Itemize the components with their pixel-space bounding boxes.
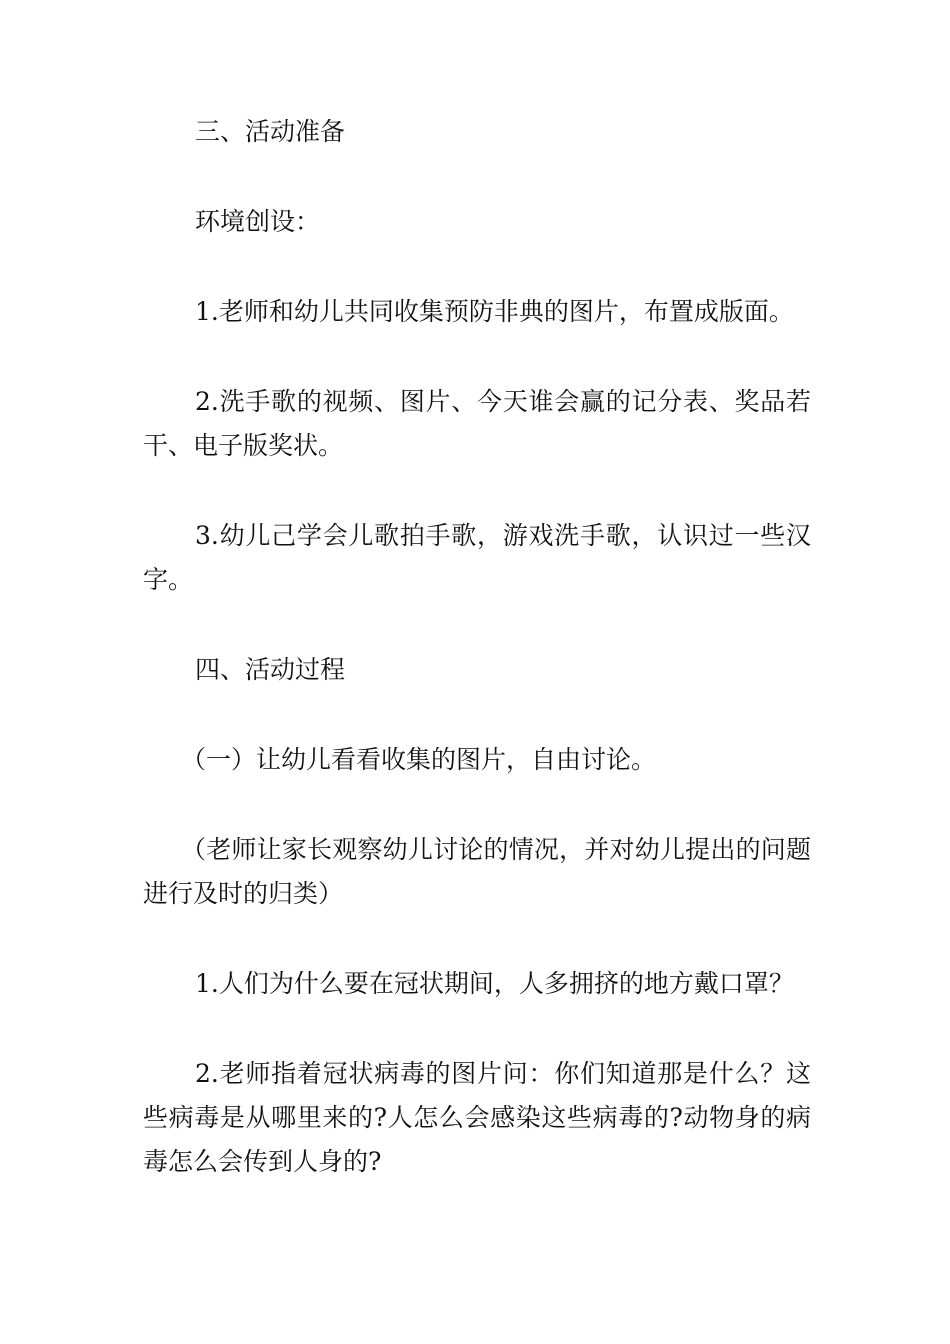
preparation-item-3: 3.幼儿己学会儿歌拍手歌，游戏洗手歌，认识过一些汉字。 [143, 521, 811, 594]
section-heading-preparation: 三、活动准备 [195, 117, 346, 146]
section-heading-process: 四、活动过程 [195, 655, 346, 684]
question-1: 1.人们为什么要在冠状期间，人多拥挤的地方戴口罩？ [195, 969, 794, 998]
preparation-item-1: 1.老师和幼儿共同收集预防非典的图片，布置成版面。 [195, 297, 794, 326]
preparation-item-2: 2.洗手歌的视频、图片、今天谁会赢的记分表、奖品若干、电子版奖状。 [143, 387, 811, 460]
teacher-note: （老师让家长观察幼儿讨论的情况，并对幼儿提出的问题进行及时的归类） [143, 835, 811, 908]
question-2: 2.老师指着冠状病毒的图片问：你们知道那是什么？这些病毒是从哪里来的?人怎么会感染这些病毒的?动物身的病毒怎么会传到人身的? [143, 1059, 811, 1176]
environment-label: 环境创设： [195, 207, 321, 236]
document-body [143, 110, 811, 1230]
process-step-1: （一）让幼儿看看收集的图片，自由讨论。 [181, 745, 657, 774]
